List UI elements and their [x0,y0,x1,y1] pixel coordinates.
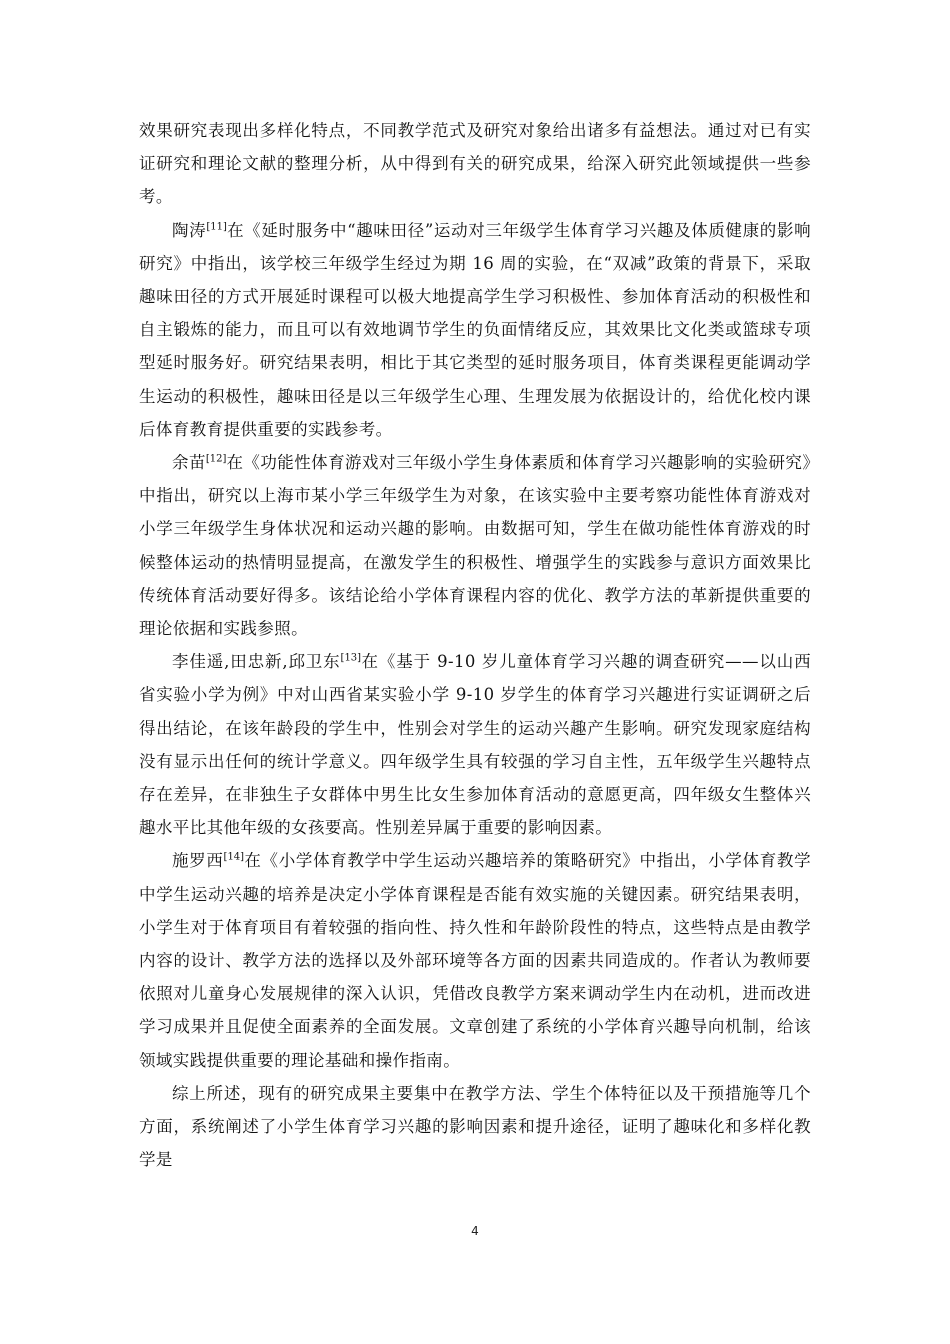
citation-reference: [13] [340,652,362,664]
paragraph-text: 陶涛 [172,220,207,240]
paragraph [139,844,811,1076]
paragraph-text: 施罗西 [172,851,224,871]
paragraph [139,214,811,446]
paragraph-text: 综上所述，现有的研究成果主要集中在教学方法、学生个体特征以及干预措施等几个方面，系统阐述了小学生体育学习兴趣的影响因素和提升途径，证明了趣味化和多样化教学是 [139,1083,811,1170]
paragraph-text: 余苗 [172,453,206,473]
paragraph-text: 李佳遥,田忠新,邱卫东 [172,652,341,672]
paragraph-text: 效果研究表现出多样化特点，不同教学范式及研究对象给出诸多有益想法。通过对已有实证研究和理论文献的整理分析，从中得到有关的研究成果，给深入研究此领域提供一些参考。 [139,121,811,207]
paragraph [139,114,811,214]
paragraph-text: 在《功能性体育游戏对三年级小学生身体素质和体育学习兴趣影响的实验研究》中指出，研究以上海市某小学三年级学生为对象，在该实验中主要考察功能性体育游戏对小学三年级学生身体状况和运动兴趣的影响。由数据可知，学生在做功能性体育游戏的时候整体运动的热情明显提高，在激发学生的积极性、增强学生的实践参与意识方面效果比传统体育活动要好得多。该结论给小学体育课程内容的优化、教学方法的革新提供重要的理论依据和实践参照。 [139,453,812,639]
paragraph [139,645,811,844]
paragraph-text: 在《延时服务中“趣味田径”运动对三年级学生体育学习兴趣及体质健康的影响研究》中指出，该学校三年级学生经过为期 16 周的实验，在“双减”政策的背景下，采取趣味田径的方式开展延时课程可以极大地提高学生学习积极性、参加体育活动的积极性和自主锻炼的能力，而且可以有效地调节学生的负面情绪反应，其效果比文化类或篮球专项型延时服务好。研究结果表明，相比于其它类型的延时服务项目，体育类课程更能调动学生运动的积极性，趣味田径是以三年级学生心理、生理发展为依据设计的，给优化校内课后体育教育提供重要的实践参考。 [139,220,811,439]
citation-reference: [11] [206,221,227,233]
page-number: 4 [471,1224,479,1238]
paragraph-text: 在《基于 9-10 岁儿童体育学习兴趣的调查研究——以山西省实验小学为例》中对山西省某实验小学 9-10 岁学生的体育学习兴趣进行实证调研之后得出结论，在该年龄段的学生中，性别会对学生的运动兴趣产生影响。研究发现家庭结构没有显示出任何的统计学意义。四年级学生具有较强的学习自主性，五年级学生兴趣特点存在差异，在非独生子女群体中男生比女生参加体育活动的意愿更高，四年级女生整体兴趣水平比其他年级的女孩要高。性别差异属于重要的影响因素。 [139,652,811,838]
paragraph [139,446,811,645]
citation-reference: [12] [205,453,227,465]
body-text [139,114,811,1177]
paragraph [139,1077,811,1177]
citation-reference: [14] [223,851,245,863]
paragraph-text: 在《小学体育教学中学生运动兴趣培养的策略研究》中指出，小学体育教学中学生运动兴趣的培养是决定小学体育课程是否能有效实施的关键因素。研究结果表明，小学生对于体育项目有着较强的指向性、持久性和年龄阶段性的特点，这些特点是由教学内容的设计、教学方法的选择以及外部环境等各方面的因素共同造成的。作者认为教师要依照对儿童身心发展规律的深入认识，凭借改良教学方案来调动学生内在动机，进而改进学习成果并且促使全面素养的全面发展。文章创建了系统的小学体育兴趣导向机制，给该领域实践提供重要的理论基础和操作指南。 [139,851,812,1070]
